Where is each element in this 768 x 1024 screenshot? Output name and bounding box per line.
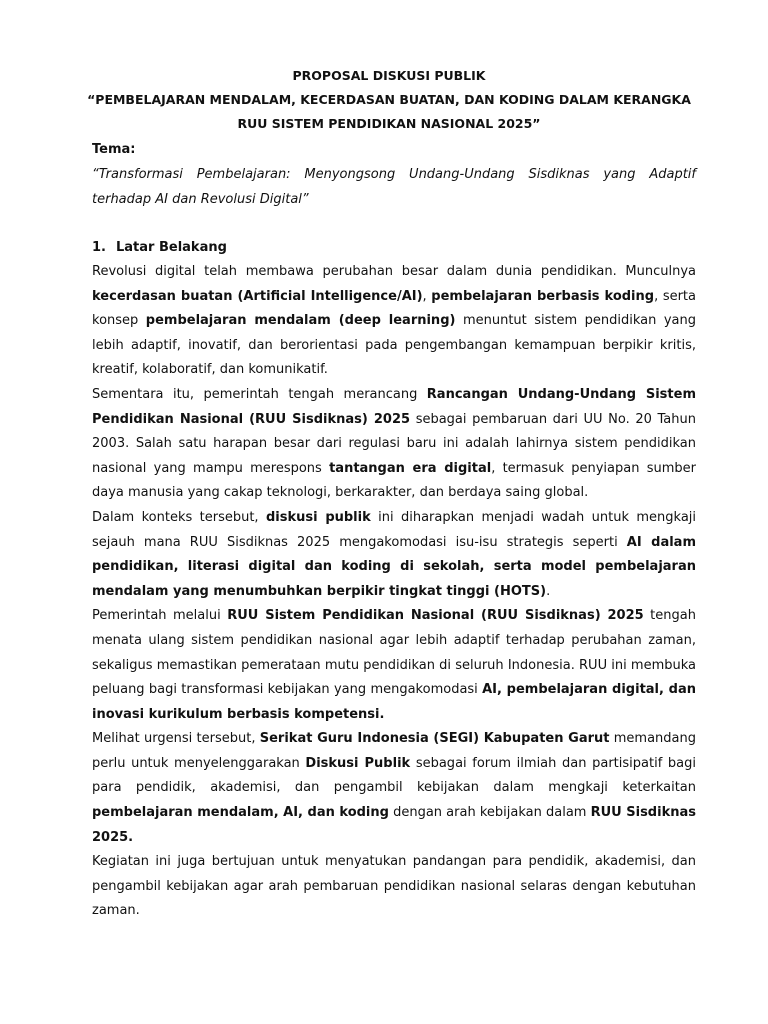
- text-run: Melihat urgensi tersebut,: [92, 731, 260, 747]
- text-run: , termasuk penyiapan sumber daya manusia yang cakap teknologi, berkarakter, dan berdaya saing global.: [92, 460, 696, 501]
- title-line-2: “PEMBELAJARAN MENDALAM, KECERDASAN BUATAN, DAN KODING DALAM KERANGKA: [87, 92, 691, 107]
- bold-run: AI, pembelajaran digital, dan inovasi kurikulum berbasis kompetensi.: [92, 682, 696, 722]
- paragraph-4: [92, 604, 696, 727]
- paragraph-6: [92, 850, 696, 924]
- bold-run: RUU Sisdiknas 2025.: [92, 805, 696, 845]
- bold-run: diskusi publik: [265, 509, 371, 525]
- section-title: Latar Belakang: [116, 240, 227, 255]
- paragraph-1: [92, 260, 696, 383]
- bold-run: Rancangan Undang-Undang Sistem Pendidikan Nasional (RUU Sisdiknas) 2025: [92, 386, 696, 427]
- text-run: sebagai pembaruan dari UU No. 20 Tahun 2003. Salah satu harapan besar dari regulasi baru ini adalah lahirnya sistem pendidikan nasional yang mampu merespons: [92, 411, 696, 476]
- bold-run: RUU Sistem Pendidikan Nasional (RUU Sisdiknas) 2025: [227, 608, 644, 624]
- text-run: , serta konsep: [92, 288, 696, 329]
- tema-label: Tema:: [92, 142, 136, 157]
- text-run: .: [546, 583, 551, 599]
- text-run: Revolusi digital telah membawa perubahan besar dalam dunia pendidikan. Munculnya: [92, 264, 696, 279]
- bold-run: pembelajaran mendalam, AI, dan koding: [92, 805, 389, 821]
- text-run: Dalam konteks tersebut,: [92, 509, 266, 525]
- title-line-1: PROPOSAL DISKUSI PUBLIK: [292, 68, 486, 83]
- bold-run: kecerdasan buatan (Artificial Intelligence/AI): [92, 288, 423, 304]
- paragraph-3: [92, 506, 696, 604]
- text-run: Kegiatan ini juga bertujuan untuk menyatukan pandangan para pendidik, akademisi, dan pengambil kebijakan agar arah pembaruan pendidikan nasional selaras dengan kebutuhan zaman.: [92, 854, 696, 919]
- bold-run: Serikat Guru Indonesia (SEGI) Kabupaten Garut: [259, 731, 610, 747]
- text-run: Sementara itu, pemerintah tengah merancang: [92, 386, 427, 402]
- bold-run: pembelajaran mendalam (deep learning): [145, 313, 456, 329]
- text-run: Pemerintah melalui: [92, 608, 228, 624]
- bold-run: tantangan era digital: [329, 460, 492, 476]
- document-title: [82, 64, 696, 136]
- bold-run: pembelajaran berbasis koding: [431, 288, 655, 304]
- section-heading-latar-belakang: [92, 236, 696, 260]
- text-run: ini diharapkan menjadi wadah untuk mengkaji sejauh mana RUU Sisdiknas 2025 mengakomodasi isu-isu strategis seperti: [92, 509, 697, 550]
- tema-text: “Transformasi Pembelajaran: Menyongsong Undang-Undang Sisdiknas yang Adaptif terhadap AI dan Revolusi Digital”: [92, 167, 696, 207]
- section-number: 1.: [92, 240, 106, 255]
- text-run: memandang perlu untuk menyelenggarakan: [92, 731, 697, 771]
- paragraph-2: [92, 383, 696, 506]
- title-line-3: RUU SISTEM PENDIDIKAN NASIONAL 2025”: [237, 116, 541, 131]
- paragraph-5: [92, 727, 696, 850]
- text-run: dengan arah kebijakan dalam: [388, 805, 591, 821]
- text-run: ,: [422, 288, 432, 304]
- text-run: menuntut sistem pendidikan yang lebih adaptif, inovatif, dan berorientasi pada pengembangan kemampuan berpikir kritis, kreatif, kolaboratif, dan komunikatif.: [92, 313, 697, 378]
- bold-run: Diskusi Publik: [305, 755, 411, 771]
- bold-run: AI dalam pendidikan, literasi digital dan koding di sekolah, serta model pembelajaran mendalam yang menumbuhkan berpikir tingkat tinggi (HOTS): [92, 534, 696, 599]
- text-run: sebagai forum ilmiah dan partisipatif bagi para pendidik, akademisi, dan pengambil kebijakan dalam mengkaji keterkaitan: [92, 755, 696, 796]
- text-run: tengah menata ulang sistem pendidikan nasional agar lebih adaptif terhadap perubahan zaman, sekaligus memastikan pemerataan mutu pendidikan di seluruh Indonesia. RUU ini membuka peluang bagi transformasi kebijakan yang mengakomodasi: [92, 608, 696, 698]
